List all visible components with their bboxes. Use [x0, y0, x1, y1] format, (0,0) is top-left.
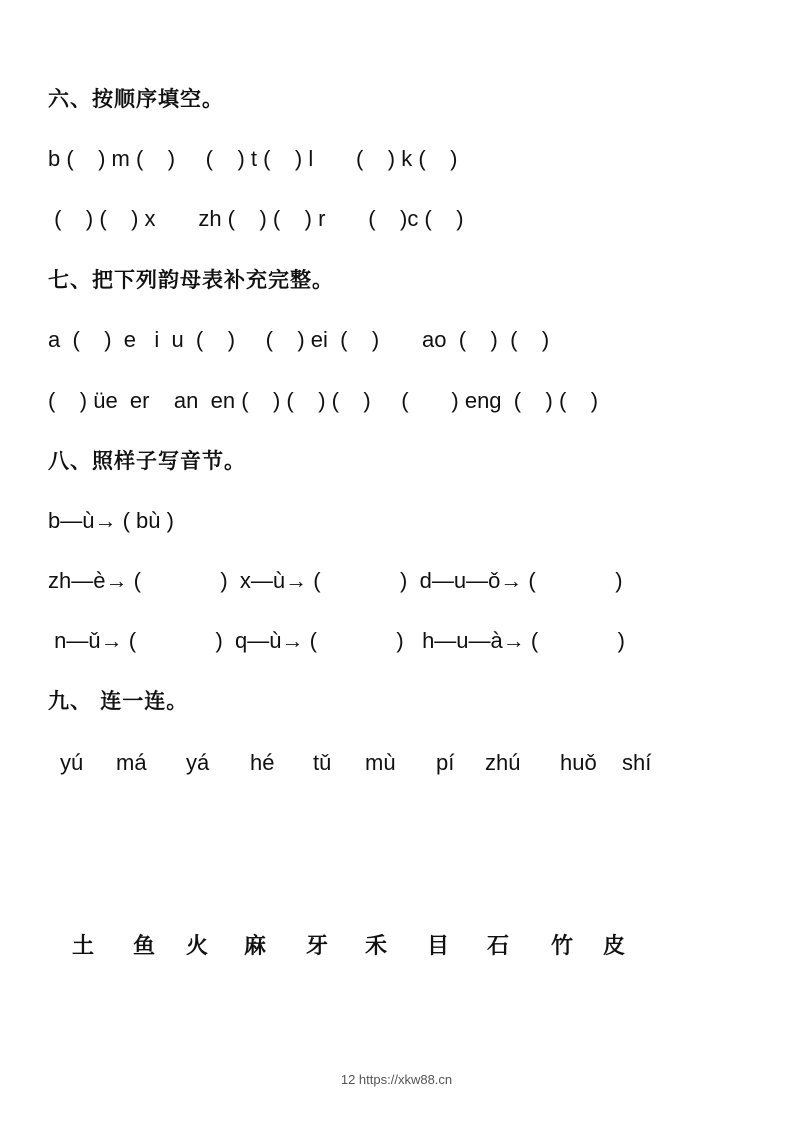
pinyin-item[interactable]: tǔ — [313, 750, 332, 775]
section-8-example: b—ù→ ( bù ) — [48, 508, 174, 533]
hanzi-item[interactable]: 土 — [72, 934, 95, 959]
pinyin-item[interactable]: mù — [365, 750, 396, 775]
pinyin-item[interactable]: zhú — [485, 750, 521, 775]
section-6-line-1: b ( ) m ( ) ( ) t ( ) l ( ) k ( ) — [48, 146, 458, 171]
hanzi-item[interactable]: 火 — [186, 934, 209, 959]
pinyin-item[interactable]: pí — [436, 750, 455, 775]
pinyin-item[interactable]: hé — [250, 750, 275, 775]
section-8-line-2: n—ǔ→ ( ) q—ù→ ( ) h—u—à→ ( ) — [48, 628, 625, 653]
pinyin-row — [0, 750, 793, 780]
hanzi-row — [0, 929, 793, 959]
hanzi-item[interactable]: 竹 — [551, 934, 574, 959]
page-footer: 12 https://xkw88.cn — [340, 1072, 453, 1087]
section-6-line-2: ( ) ( ) x zh ( ) ( ) r ( )c ( ) — [48, 206, 464, 231]
hanzi-item[interactable]: 麻 — [244, 934, 267, 959]
hanzi-item[interactable]: 禾 — [365, 934, 388, 959]
pinyin-item[interactable]: shí — [622, 750, 652, 775]
hanzi-item[interactable]: 皮 — [603, 934, 626, 959]
pinyin-item[interactable]: huǒ — [560, 750, 597, 775]
section-7-title: 七、把下列韵母表补充完整。 — [48, 267, 334, 292]
section-8-line-1: zh—è→ ( ) x—ù→ ( ) d—u—ǒ→ ( ) — [48, 568, 623, 593]
hanzi-item[interactable]: 石 — [487, 934, 510, 959]
pinyin-item[interactable]: má — [116, 750, 147, 775]
hanzi-item[interactable]: 牙 — [306, 934, 329, 959]
hanzi-item[interactable]: 鱼 — [133, 934, 156, 959]
pinyin-item[interactable]: yú — [60, 750, 84, 775]
section-7-line-1: a ( ) e i u ( ) ( ) ei ( ) ao ( ) ( ) — [48, 327, 550, 352]
section-8-title: 八、照样子写音节。 — [48, 448, 246, 473]
section-9-title: 九、 连一连。 — [48, 688, 189, 713]
hanzi-item[interactable]: 目 — [427, 934, 450, 959]
section-7-line-2: ( ) üe er an en ( ) ( ) ( ) ( ) eng ( ) ( ) — [48, 388, 599, 413]
section-6-title: 六、按顺序填空。 — [48, 86, 224, 111]
pinyin-item[interactable]: yá — [186, 750, 210, 775]
